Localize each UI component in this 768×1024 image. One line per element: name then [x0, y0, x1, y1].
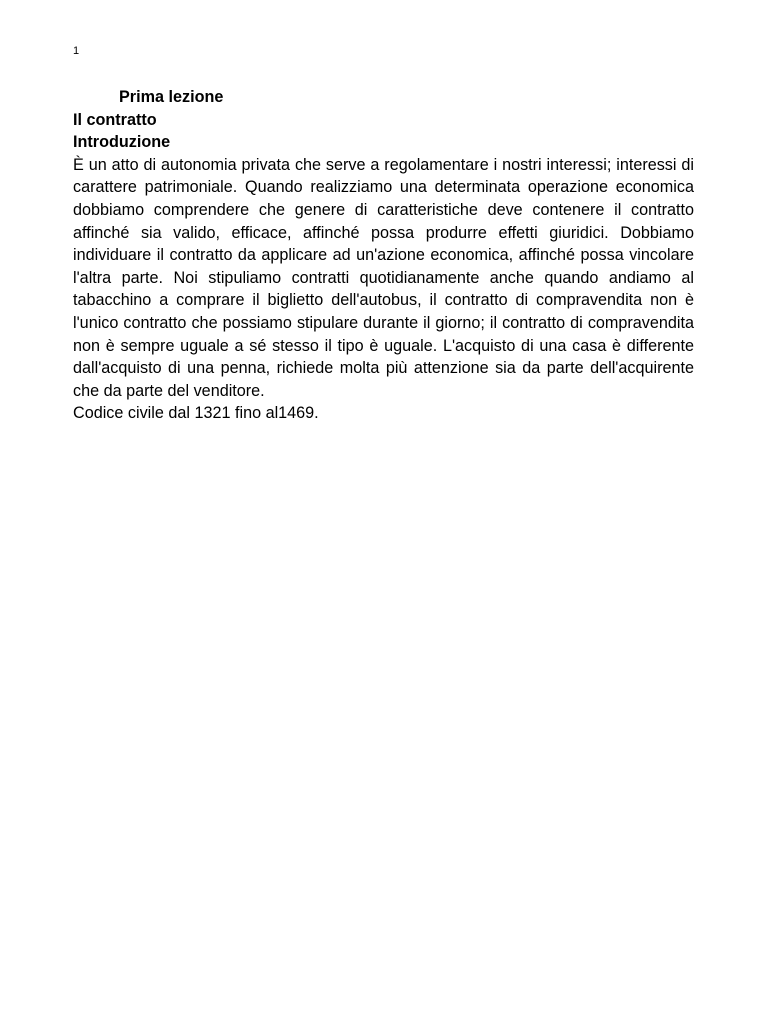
subsection-title: Introduzione: [73, 133, 171, 152]
body-paragraph: È un atto di autonomia privata che serve a regolamentare i nostri interessi; interessi di carattere patrimoniale. Quando realizziamo una determinata operazione economica dobbiamo comprendere che genere di caratteristiche deve contenere il contratto affinché sia valido, efficace, affinché possa produrre effetti giuridici. Dobbiamo individuare il contratto da applicare ad un'azione economica, affinché possa vincolare l'altra parte. Noi stipuliamo contratti quotidianamente anche quando andiamo al tabacchino a comprare il biglietto dell'autobus, il contratto di compravendita non è l'unico contratto che possiamo stipulare durante il giorno; il contratto di compravendita non è sempre uguale a sé stesso il tipo è uguale. L'acquisto di una casa è differente dall'acquisto di una penna, richiede molta più attenzione sia da parte dell'acquirente che da parte del venditore.: [73, 155, 694, 400]
lesson-title: Prima lezione: [119, 88, 224, 106]
section-title: Il contratto: [73, 110, 157, 129]
page-number: 1: [73, 45, 80, 57]
document-content: [73, 86, 694, 425]
closing-line: Codice civile dal 1321 fino al1469.: [73, 404, 319, 423]
